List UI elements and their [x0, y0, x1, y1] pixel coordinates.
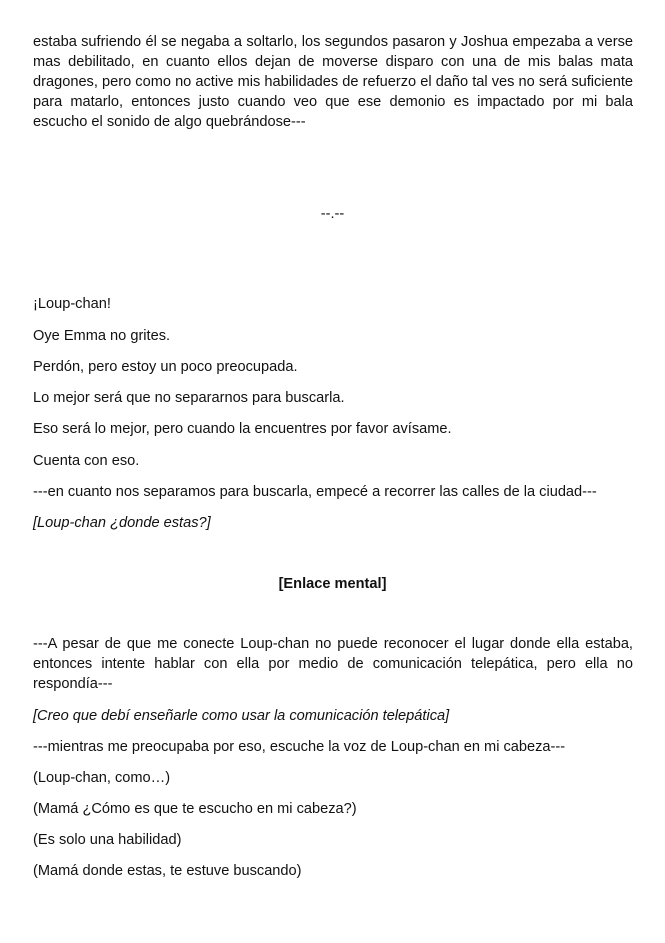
telepathy-line: (Es solo una habilidad): [33, 832, 182, 848]
telepathy-paragraph: ---A pesar de que me conecte Loup-chan no puede reconocer el lugar donde ella estaba, entonces intente hablar con ella por medio de comunicación telepática, pero ella no respondía---: [33, 636, 633, 692]
scene-break: --.--: [320, 206, 345, 222]
dialogue-line: Cuenta con eso.: [33, 453, 140, 469]
telepathy-line: (Loup-chan, como…): [33, 770, 171, 786]
dialogue-line: Oye Emma no grites.: [33, 328, 171, 344]
dialogue-line: Lo mejor será que no separarnos para buscarla.: [33, 390, 345, 406]
narration-line: ---mientras me preocupaba por eso, escuche la voz de Loup-chan en mi cabeza---: [33, 739, 566, 755]
dialogue-line: Eso será lo mejor, pero cuando la encuentres por favor avísame.: [33, 421, 452, 437]
narration-line: ---en cuanto nos separamos para buscarla, empecé a recorrer las calles de la ciudad---: [33, 484, 597, 500]
opening-paragraph: estaba sufriendo él se negaba a soltarlo, los segundos pasaron y Joshua empezaba a verse mas debilitado, en cuanto ellos dejan de moverse disparo con una de mis balas mata dragones, pero como no active mis habilidades de refuerzo el daño tal ves no será suficiente para matarlo, entonces justo cuando veo que ese demonio es impactado por mi bala escucho el sonido de algo quebrándose---: [33, 34, 633, 130]
dialogue-line: ¡Loup-chan!: [33, 296, 111, 312]
skill-heading: [Enlace mental]: [278, 576, 387, 592]
telepathy-line: (Mamá ¿Cómo es que te escucho en mi cabeza?): [33, 801, 357, 817]
thought-line: [Creo que debí enseñarle como usar la comunicación telepática]: [33, 708, 450, 724]
telepathy-line: (Mamá donde estas, te estuve buscando): [33, 863, 302, 879]
thought-line: [Loup-chan ¿donde estas?]: [33, 515, 211, 531]
dialogue-line: Perdón, pero estoy un poco preocupada.: [33, 359, 298, 375]
